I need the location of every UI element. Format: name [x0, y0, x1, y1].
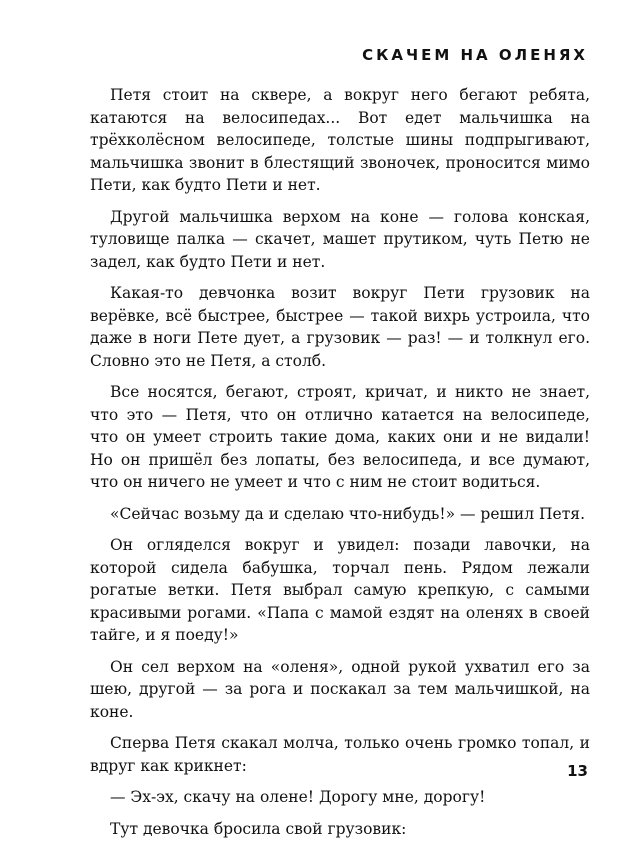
paragraph: — Эх-эх, скачу на олене! Дорогу мне, дорогу!: [110, 788, 486, 806]
page-number: 13: [567, 762, 588, 780]
paragraph: Другой мальчишка верхом на коне — голова конская, туловище палка — скачет, машет прутиком, чуть Петю не задел, как будто Пети и нет.: [90, 207, 590, 271]
paragraph: Тут девочка бросила свой грузовик:: [110, 819, 407, 838]
paragraph: Сперва Петя скакал молча, только очень громко топал, и вдруг как крикнет:: [90, 734, 590, 775]
body-text: [90, 84, 590, 849]
paragraph: Он сел верхом на «оленя», одной рукой ухватил его за шею, другой — за рога и поскакал за тем мальчишкой, на коне.: [90, 657, 590, 721]
paragraph: Он огляделся вокруг и увидел: позади лавочки, на которой сидела бабушка, торчал пень. Рядом лежали рогатые ветки. Петя выбрал самую крепкую, с самыми красивыми рогами. «Папа с мамой ездят на оленях в своей тайге, и я поеду!»: [90, 536, 590, 644]
paragraph: «Сейчас возьму да и сделаю что-нибудь!» — решил Петя.: [110, 504, 586, 523]
paragraph: Все носятся, бегают, строят, кричат, и никто не знает, что это — Петя, что он отлично катается на велосипеде, что он умеет строить такие дома, каких они и не видали! Но он пришёл без лопаты, без велосипеда, и все думают, что он ничего не умеет и что с ним не стоит водиться.: [90, 383, 590, 491]
paragraph: Петя стоит на сквере, а вокруг него бегают ребята, катаются на велосипедах... Вот едет мальчишка на трёхколёсном велосипеде, толстые шины подпрыгивают, мальчишка звонит в блестящий звоночек, проносится мимо Пети, как будто Пети и нет.: [90, 86, 590, 194]
running-head-title: СКАЧЕМ НА ОЛЕНЯХ: [362, 46, 588, 64]
paragraph: Какая-то девчонка возит вокруг Пети грузовик на верёвке, всё быстрее, быстрее — такой вихрь устроила, что даже в ноги Пете дует, а грузовик — раз! — и толкнул его. Словно это не Петя, а столб.: [90, 284, 590, 370]
